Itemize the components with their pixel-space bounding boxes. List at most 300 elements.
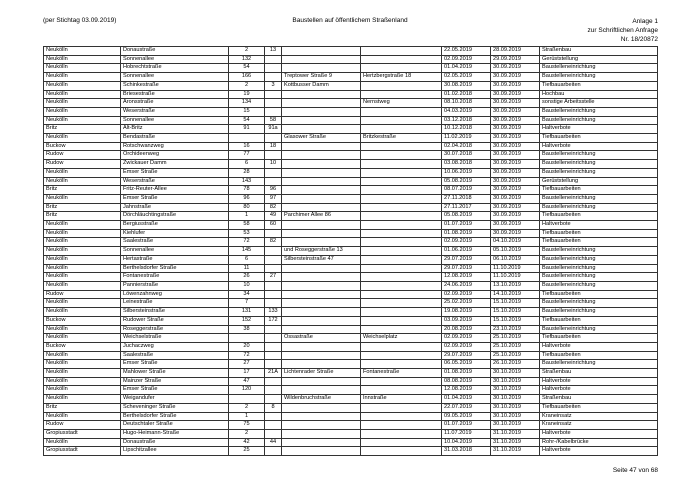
table-cell	[282, 238, 361, 247]
table-cell: Weigandufer	[121, 395, 229, 404]
table-cell	[265, 168, 282, 177]
table-cell: Kottbusser Damm	[282, 81, 361, 90]
table-row	[44, 186, 658, 195]
table-cell: 17	[229, 369, 265, 378]
table-row	[44, 308, 658, 317]
table-cell: Buckow	[44, 342, 121, 351]
table-cell	[229, 134, 265, 143]
table-cell: 30.09.2019	[491, 229, 540, 238]
table-cell: und Roseggerstraße 13	[282, 247, 361, 256]
table-cell	[361, 64, 442, 73]
table-cell: Kraneinsatz	[540, 421, 658, 430]
table-cell: 2	[229, 403, 265, 412]
table-cell: 30.09.2019	[491, 151, 540, 160]
table-cell: Emser Straße	[121, 168, 229, 177]
table-cell: 28.09.2019	[491, 47, 540, 56]
table-cell	[282, 308, 361, 317]
table-cell: Roseggerstraße	[121, 325, 229, 334]
table-cell: Rudow	[44, 160, 121, 169]
table-cell	[265, 412, 282, 421]
table-cell	[282, 55, 361, 64]
table-cell: Weserstraße	[121, 107, 229, 116]
table-row	[44, 316, 658, 325]
table-cell: Neukölln	[44, 247, 121, 256]
table-cell	[282, 342, 361, 351]
inquiry-label: zur Schriftlichen Anfrage	[587, 27, 658, 34]
table-cell: Neukölln	[44, 360, 121, 369]
table-cell: 30.09.2019	[491, 73, 540, 82]
table-cell: 30.09.2019	[491, 134, 540, 143]
table-cell	[361, 212, 442, 221]
header-reference-date: (per Stichtag 03.09.2019)	[43, 17, 117, 24]
table-cell	[282, 194, 361, 203]
table-row	[44, 238, 658, 247]
table-row	[44, 403, 658, 412]
table-cell	[265, 395, 282, 404]
table-cell	[361, 299, 442, 308]
table-row	[44, 351, 658, 360]
table-cell	[265, 325, 282, 334]
table-cell: 01.07.2019	[442, 221, 491, 230]
table-cell	[282, 386, 361, 395]
table-row	[44, 412, 658, 421]
table-cell: 49	[265, 212, 282, 221]
table-cell: Berthelsdorfer Straße	[121, 264, 229, 273]
table-cell: Fontanestraße	[121, 273, 229, 282]
table-cell	[282, 64, 361, 73]
table-cell: Rotschwanzweg	[121, 142, 229, 151]
table-cell: 30.07.2018	[442, 151, 491, 160]
table-cell: 172	[265, 316, 282, 325]
table-cell: Parchimer Allee 86	[282, 212, 361, 221]
table-row	[44, 273, 658, 282]
table-cell	[361, 429, 442, 438]
table-cell: Hobrechtstraße	[121, 64, 229, 73]
table-cell: Neukölln	[44, 386, 121, 395]
table-cell: Baustelleneinrichtung	[540, 264, 658, 273]
table-cell: Neukölln	[44, 90, 121, 99]
table-row	[44, 99, 658, 108]
table-cell: Neukölln	[44, 308, 121, 317]
table-cell: 12.08.2019	[442, 273, 491, 282]
table-cell: 29.07.2019	[442, 351, 491, 360]
table-row	[44, 255, 658, 264]
table-cell: Ossastraße	[282, 334, 361, 343]
table-cell: 20	[229, 342, 265, 351]
table-row	[44, 177, 658, 186]
table-cell: 31.03.2018	[442, 447, 491, 456]
table-cell	[361, 81, 442, 90]
table-cell: Tiefbauarbeiten	[540, 186, 658, 195]
table-cell	[265, 255, 282, 264]
table-cell: Aronsstraße	[121, 99, 229, 108]
table-cell: Weichselstraße	[121, 334, 229, 343]
table-cell: 31.10.2019	[491, 447, 540, 456]
table-cell: 01.07.2019	[442, 421, 491, 430]
table-cell	[361, 316, 442, 325]
table-row	[44, 81, 658, 90]
table-cell	[265, 447, 282, 456]
table-row	[44, 369, 658, 378]
table-cell: 2	[229, 47, 265, 56]
table-cell: Baustelleneinrichtung	[540, 107, 658, 116]
table-cell: Neukölln	[44, 194, 121, 203]
table-cell: Neukölln	[44, 377, 121, 386]
table-cell: Juchaczweg	[121, 342, 229, 351]
table-cell: Nernstweg	[361, 99, 442, 108]
table-cell	[282, 151, 361, 160]
table-cell: Löwenzahnweg	[121, 290, 229, 299]
table-cell: Neukölln	[44, 116, 121, 125]
table-cell: 21A	[265, 369, 282, 378]
table-cell: 11.02.2019	[442, 134, 491, 143]
table-cell: 26	[229, 273, 265, 282]
table-cell	[361, 342, 442, 351]
table-row	[44, 264, 658, 273]
annex-label: Anlage 1	[632, 18, 658, 25]
table-cell	[265, 429, 282, 438]
table-cell	[229, 395, 265, 404]
table-cell	[361, 360, 442, 369]
table-cell	[282, 299, 361, 308]
inquiry-number: Nr. 18/20872	[620, 36, 658, 43]
table-cell: Kiehlufer	[121, 229, 229, 238]
table-row	[44, 438, 658, 447]
table-cell: 91a	[265, 125, 282, 134]
table-cell	[282, 412, 361, 421]
table-cell: 132	[229, 55, 265, 64]
table-cell: Jahnstraße	[121, 203, 229, 212]
table-cell: Haltverbote	[540, 386, 658, 395]
table-cell: Neukölln	[44, 99, 121, 108]
table-cell	[265, 229, 282, 238]
table-cell: 14.10.2019	[491, 290, 540, 299]
table-cell	[265, 421, 282, 430]
table-row	[44, 360, 658, 369]
table-cell: 72	[229, 238, 265, 247]
table-cell	[361, 447, 442, 456]
table-cell: Baustelleneinrichtung	[540, 273, 658, 282]
table-cell: 152	[229, 316, 265, 325]
table-row	[44, 421, 658, 430]
table-row	[44, 342, 658, 351]
table-cell: 58	[229, 221, 265, 230]
table-cell: Neukölln	[44, 273, 121, 282]
table-cell: 02.04.2018	[442, 142, 491, 151]
table-cell: Neukölln	[44, 395, 121, 404]
table-row	[44, 55, 658, 64]
table-cell: Britz	[44, 203, 121, 212]
table-cell	[361, 377, 442, 386]
table-cell	[265, 377, 282, 386]
table-cell	[282, 325, 361, 334]
table-cell: 27.11.2017	[442, 203, 491, 212]
table-cell: Pannierstraße	[121, 281, 229, 290]
table-cell: Lichtenrader Straße	[282, 369, 361, 378]
table-row	[44, 90, 658, 99]
table-cell: 30.09.2019	[491, 203, 540, 212]
table-row	[44, 334, 658, 343]
table-cell	[282, 290, 361, 299]
table-cell: Haltverbote	[540, 447, 658, 456]
table-cell: 25.02.2019	[442, 299, 491, 308]
table-cell: Tiefbauarbeiten	[540, 212, 658, 221]
table-cell: Baustelleneinrichtung	[540, 73, 658, 82]
table-cell: Bendastraße	[121, 134, 229, 143]
table-cell: Schinkestraße	[121, 81, 229, 90]
table-row	[44, 212, 658, 221]
table-row	[44, 194, 658, 203]
table-cell: Weichselplatz	[361, 334, 442, 343]
table-cell: Rudower Straße	[121, 316, 229, 325]
table-cell: Haltverbote	[540, 142, 658, 151]
table-cell: Neukölln	[44, 134, 121, 143]
table-cell: Baustelleneinrichtung	[540, 299, 658, 308]
table-cell: Emser Straße	[121, 360, 229, 369]
table-cell	[282, 142, 361, 151]
table-cell	[361, 238, 442, 247]
table-cell: Zwickauer Damm	[121, 160, 229, 169]
table-row	[44, 281, 658, 290]
table-cell	[265, 55, 282, 64]
table-cell: Baustelleneinrichtung	[540, 360, 658, 369]
table-cell: 10	[229, 281, 265, 290]
table-cell: Mainzer Straße	[121, 377, 229, 386]
table-cell: 02.05.2019	[442, 73, 491, 82]
table-row	[44, 221, 658, 230]
table-cell: 8	[265, 403, 282, 412]
table-cell: Deutschtaler Straße	[121, 421, 229, 430]
table-cell: 72	[229, 351, 265, 360]
table-cell: 133	[265, 308, 282, 317]
table-cell	[265, 247, 282, 256]
table-cell	[361, 308, 442, 317]
table-cell	[282, 90, 361, 99]
table-cell: 60	[265, 221, 282, 230]
table-cell: Straßenbau	[540, 395, 658, 404]
table-cell: 06.10.2019	[491, 255, 540, 264]
table-cell: 08.08.2019	[442, 377, 491, 386]
table-row	[44, 168, 658, 177]
table-cell: 30.09.2019	[491, 221, 540, 230]
table-cell	[361, 194, 442, 203]
table-cell: 30.10.2019	[491, 403, 540, 412]
table-cell: 30.09.2019	[491, 212, 540, 221]
table-cell: Baustelleneinrichtung	[540, 168, 658, 177]
table-cell: Glasower Straße	[282, 134, 361, 143]
table-cell: Tiefbauarbeiten	[540, 351, 658, 360]
table-cell: Silbersteinstraße	[121, 308, 229, 317]
table-cell: Rohr-/Kabelbrücke	[540, 438, 658, 447]
table-cell: Fritz-Reuter-Allee	[121, 186, 229, 195]
table-cell: Neukölln	[44, 325, 121, 334]
table-cell: 30.09.2019	[491, 99, 540, 108]
table-cell	[265, 281, 282, 290]
table-cell: 29.09.2019	[491, 55, 540, 64]
table-cell: Gerüststellung	[540, 177, 658, 186]
table-cell	[282, 229, 361, 238]
table-cell: 22.05.2019	[442, 47, 491, 56]
table-cell	[265, 90, 282, 99]
table-row	[44, 325, 658, 334]
table-cell: 2	[229, 429, 265, 438]
table-cell: 23.10.2019	[491, 325, 540, 334]
table-cell: 30.09.2019	[491, 142, 540, 151]
table-cell: 05.10.2019	[491, 247, 540, 256]
table-cell: Tiefbauarbeiten	[540, 81, 658, 90]
table-cell: 30.09.2019	[491, 186, 540, 195]
table-cell	[361, 229, 442, 238]
header-annex-info	[588, 17, 658, 44]
table-cell: 44	[265, 438, 282, 447]
table-row	[44, 395, 658, 404]
table-cell	[265, 73, 282, 82]
table-cell: Tiefbauarbeiten	[540, 134, 658, 143]
table-cell: 82	[265, 203, 282, 212]
table-cell: 134	[229, 99, 265, 108]
table-cell	[361, 412, 442, 421]
table-row	[44, 160, 658, 169]
table-cell: Britz	[44, 186, 121, 195]
table-cell: 13	[265, 47, 282, 56]
table-cell: Berthelsdorfer Straße	[121, 412, 229, 421]
table-cell: Haltverbote	[540, 377, 658, 386]
table-cell	[265, 99, 282, 108]
table-cell	[265, 334, 282, 343]
table-cell: Sonnenallee	[121, 55, 229, 64]
table-cell	[282, 168, 361, 177]
table-cell: 24.06.2019	[442, 281, 491, 290]
table-cell	[361, 290, 442, 299]
table-cell: Britz	[44, 212, 121, 221]
table-cell: 30.10.2019	[491, 369, 540, 378]
table-cell: 30.09.2019	[491, 81, 540, 90]
table-cell: 01.02.2018	[442, 90, 491, 99]
table-cell: Rudow	[44, 290, 121, 299]
table-cell: 96	[229, 194, 265, 203]
table-cell: 01.08.2019	[442, 229, 491, 238]
table-cell: 82	[265, 238, 282, 247]
table-cell: 11.10.2019	[491, 273, 540, 282]
table-cell: 19	[229, 90, 265, 99]
table-cell: Dörchläuchtingstraße	[121, 212, 229, 221]
table-row	[44, 447, 658, 456]
table-cell: 31.10.2019	[491, 429, 540, 438]
table-row	[44, 107, 658, 116]
table-cell: Tiefbauarbeiten	[540, 290, 658, 299]
table-cell	[282, 377, 361, 386]
table-cell	[265, 64, 282, 73]
table-cell: Sonnenallee	[121, 116, 229, 125]
table-cell: 6	[229, 255, 265, 264]
table-cell	[265, 177, 282, 186]
table-cell: Rudow	[44, 421, 121, 430]
table-cell	[282, 316, 361, 325]
table-cell: Tiefbauarbeiten	[540, 316, 658, 325]
table-cell: 04.10.2019	[491, 238, 540, 247]
table-cell: 31.10.2019	[491, 438, 540, 447]
table-cell: 01.04.2019	[442, 64, 491, 73]
table-cell: 30.10.2019	[491, 377, 540, 386]
table-cell	[265, 386, 282, 395]
table-cell	[265, 342, 282, 351]
table-cell: 120	[229, 386, 265, 395]
table-cell: 25.10.2019	[491, 351, 540, 360]
table-cell: Scheveninger Straße	[121, 403, 229, 412]
table-row	[44, 47, 658, 56]
table-cell: Neukölln	[44, 238, 121, 247]
table-cell: Fontanestraße	[361, 369, 442, 378]
table-cell: Briesestraße	[121, 90, 229, 99]
table-cell: Haltverbote	[540, 429, 658, 438]
table-cell: 54	[229, 116, 265, 125]
table-cell: 97	[265, 194, 282, 203]
table-cell	[361, 107, 442, 116]
table-cell	[282, 403, 361, 412]
table-cell: Neukölln	[44, 81, 121, 90]
table-cell: Baustelleneinrichtung	[540, 325, 658, 334]
table-cell	[265, 299, 282, 308]
table-cell	[282, 429, 361, 438]
table-cell: 16	[229, 142, 265, 151]
table-cell	[282, 177, 361, 186]
table-cell: Innstraße	[361, 395, 442, 404]
table-row	[44, 142, 658, 151]
table-cell: Weserstraße	[121, 177, 229, 186]
table-cell: Silbersteinstraße 47	[282, 255, 361, 264]
table-cell: Straßenbau	[540, 369, 658, 378]
table-cell: Donaustraße	[121, 47, 229, 56]
table-cell: Tiefbauarbeiten	[540, 403, 658, 412]
table-cell	[282, 264, 361, 273]
table-cell: 01.04.2019	[442, 395, 491, 404]
table-cell: Wildenbruchstraße	[282, 395, 361, 404]
table-cell	[361, 90, 442, 99]
table-cell: Baustelleneinrichtung	[540, 255, 658, 264]
table-cell: Mahlower Straße	[121, 369, 229, 378]
table-cell: 30.08.2019	[442, 81, 491, 90]
table-cell: Baustelleneinrichtung	[540, 64, 658, 73]
table-cell: 30.09.2019	[491, 116, 540, 125]
table-cell: 11.07.2019	[442, 429, 491, 438]
table-row	[44, 429, 658, 438]
table-cell: Neukölln	[44, 281, 121, 290]
table-cell: 02.09.2019	[442, 290, 491, 299]
table-cell: 05.08.2019	[442, 177, 491, 186]
table-cell: Hertzbergstraße 18	[361, 73, 442, 82]
table-cell: Buckow	[44, 142, 121, 151]
table-cell: 25.10.2019	[491, 342, 540, 351]
table-cell	[361, 264, 442, 273]
table-cell: 27.11.2018	[442, 194, 491, 203]
table-cell: Straßenbau	[540, 47, 658, 56]
table-cell: Neukölln	[44, 55, 121, 64]
table-row	[44, 247, 658, 256]
table-cell: 75	[229, 421, 265, 430]
table-cell	[265, 151, 282, 160]
table-cell: Lipschitzallee	[121, 447, 229, 456]
table-cell: 145	[229, 247, 265, 256]
table-cell: 01.06.2019	[442, 247, 491, 256]
table-cell	[361, 142, 442, 151]
table-cell: Neukölln	[44, 107, 121, 116]
page-title: Baustellen auf öffentlichem Straßenland	[292, 17, 408, 24]
table-cell: 30.10.2019	[491, 412, 540, 421]
table-cell: 38	[229, 325, 265, 334]
table-cell	[361, 255, 442, 264]
table-cell: 05.08.2019	[442, 212, 491, 221]
table-cell: 03.09.2019	[442, 316, 491, 325]
